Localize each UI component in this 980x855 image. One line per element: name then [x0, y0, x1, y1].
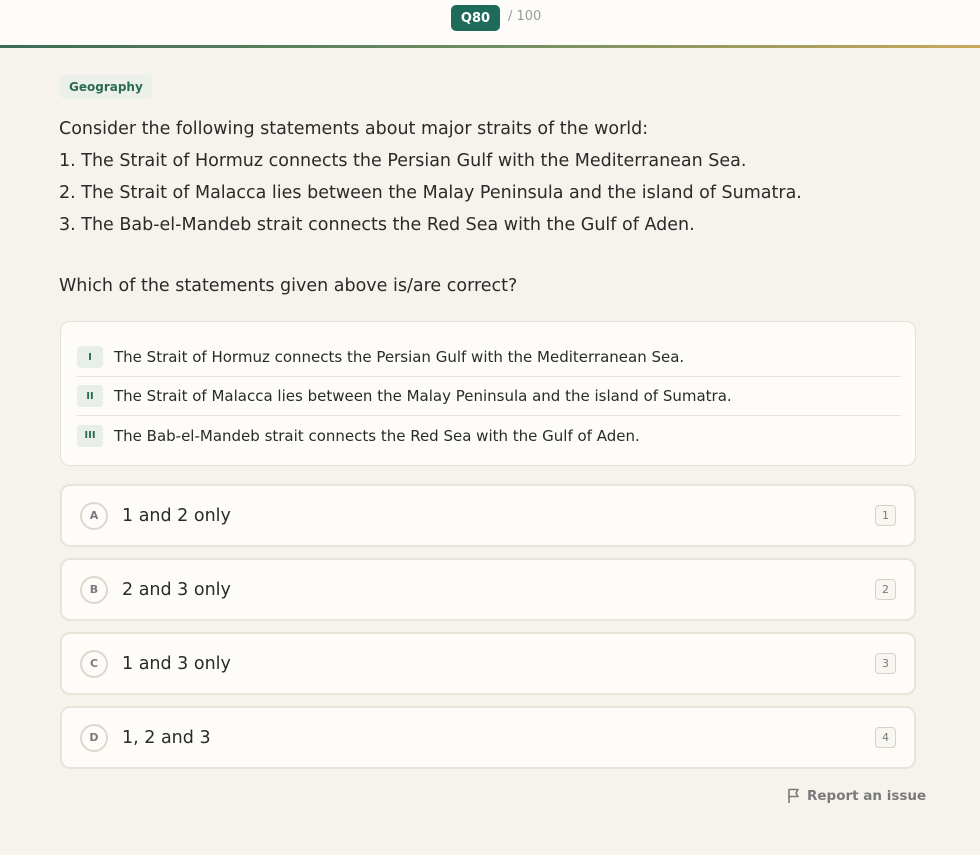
statement-numeral: II — [77, 385, 103, 407]
option-letter: B — [80, 576, 108, 604]
report-issue-label: Report an issue — [807, 788, 927, 804]
question-ask: Which of the statements given above is/are correct? — [59, 276, 518, 296]
statement-row — [77, 377, 901, 416]
option-text: 2 and 3 only — [122, 579, 231, 600]
option-c-button[interactable] — [60, 632, 916, 695]
statement-text: The Strait of Hormuz connects the Persian Gulf with the Mediterranean Sea. — [114, 348, 685, 366]
keyboard-shortcut-hint: 3 — [875, 653, 896, 674]
statement-numeral: III — [77, 425, 103, 447]
option-text: 1, 2 and 3 — [122, 727, 211, 748]
question-stem — [59, 116, 939, 244]
statement-text: The Strait of Malacca lies between the Malay Peninsula and the island of Sumatra. — [114, 387, 732, 405]
option-letter: D — [80, 724, 108, 752]
statements-card — [60, 321, 916, 466]
option-text: 1 and 2 only — [122, 505, 231, 526]
option-b-button[interactable] — [60, 558, 916, 621]
subject-tag: Geography — [60, 75, 152, 99]
statement-numeral: I — [77, 346, 103, 368]
keyboard-shortcut-hint: 2 — [875, 579, 896, 600]
keyboard-shortcut-hint: 1 — [875, 505, 896, 526]
keyboard-shortcut-hint: 4 — [875, 727, 896, 748]
statement-row — [77, 416, 901, 455]
stem-line: Consider the following statements about major straits of the world: — [59, 119, 649, 139]
option-text: 1 and 3 only — [122, 653, 231, 674]
option-a-button[interactable] — [60, 484, 916, 547]
statement-row — [77, 338, 901, 377]
statement-text: The Bab-el-Mandeb strait connects the Red Sea with the Gulf of Aden. — [114, 426, 640, 445]
report-issue-button[interactable] — [787, 786, 926, 806]
question-total: / 100 — [508, 9, 542, 24]
stem-line: 2. The Strait of Malacca lies between the Malay Peninsula and the island of Sumatra. — [59, 183, 802, 203]
question-number-badge: Q80 — [451, 5, 500, 31]
top-bar — [0, 0, 980, 48]
stem-line: 3. The Bab-el-Mandeb strait connects the Red Sea with the Gulf of Aden. — [59, 215, 695, 235]
option-letter: A — [80, 502, 108, 530]
flag-icon — [787, 788, 801, 804]
progress-accent-line — [0, 45, 980, 48]
stem-line: 1. The Strait of Hormuz connects the Persian Gulf with the Mediterranean Sea. — [59, 151, 747, 171]
option-d-button[interactable] — [60, 706, 916, 769]
option-letter: C — [80, 650, 108, 678]
